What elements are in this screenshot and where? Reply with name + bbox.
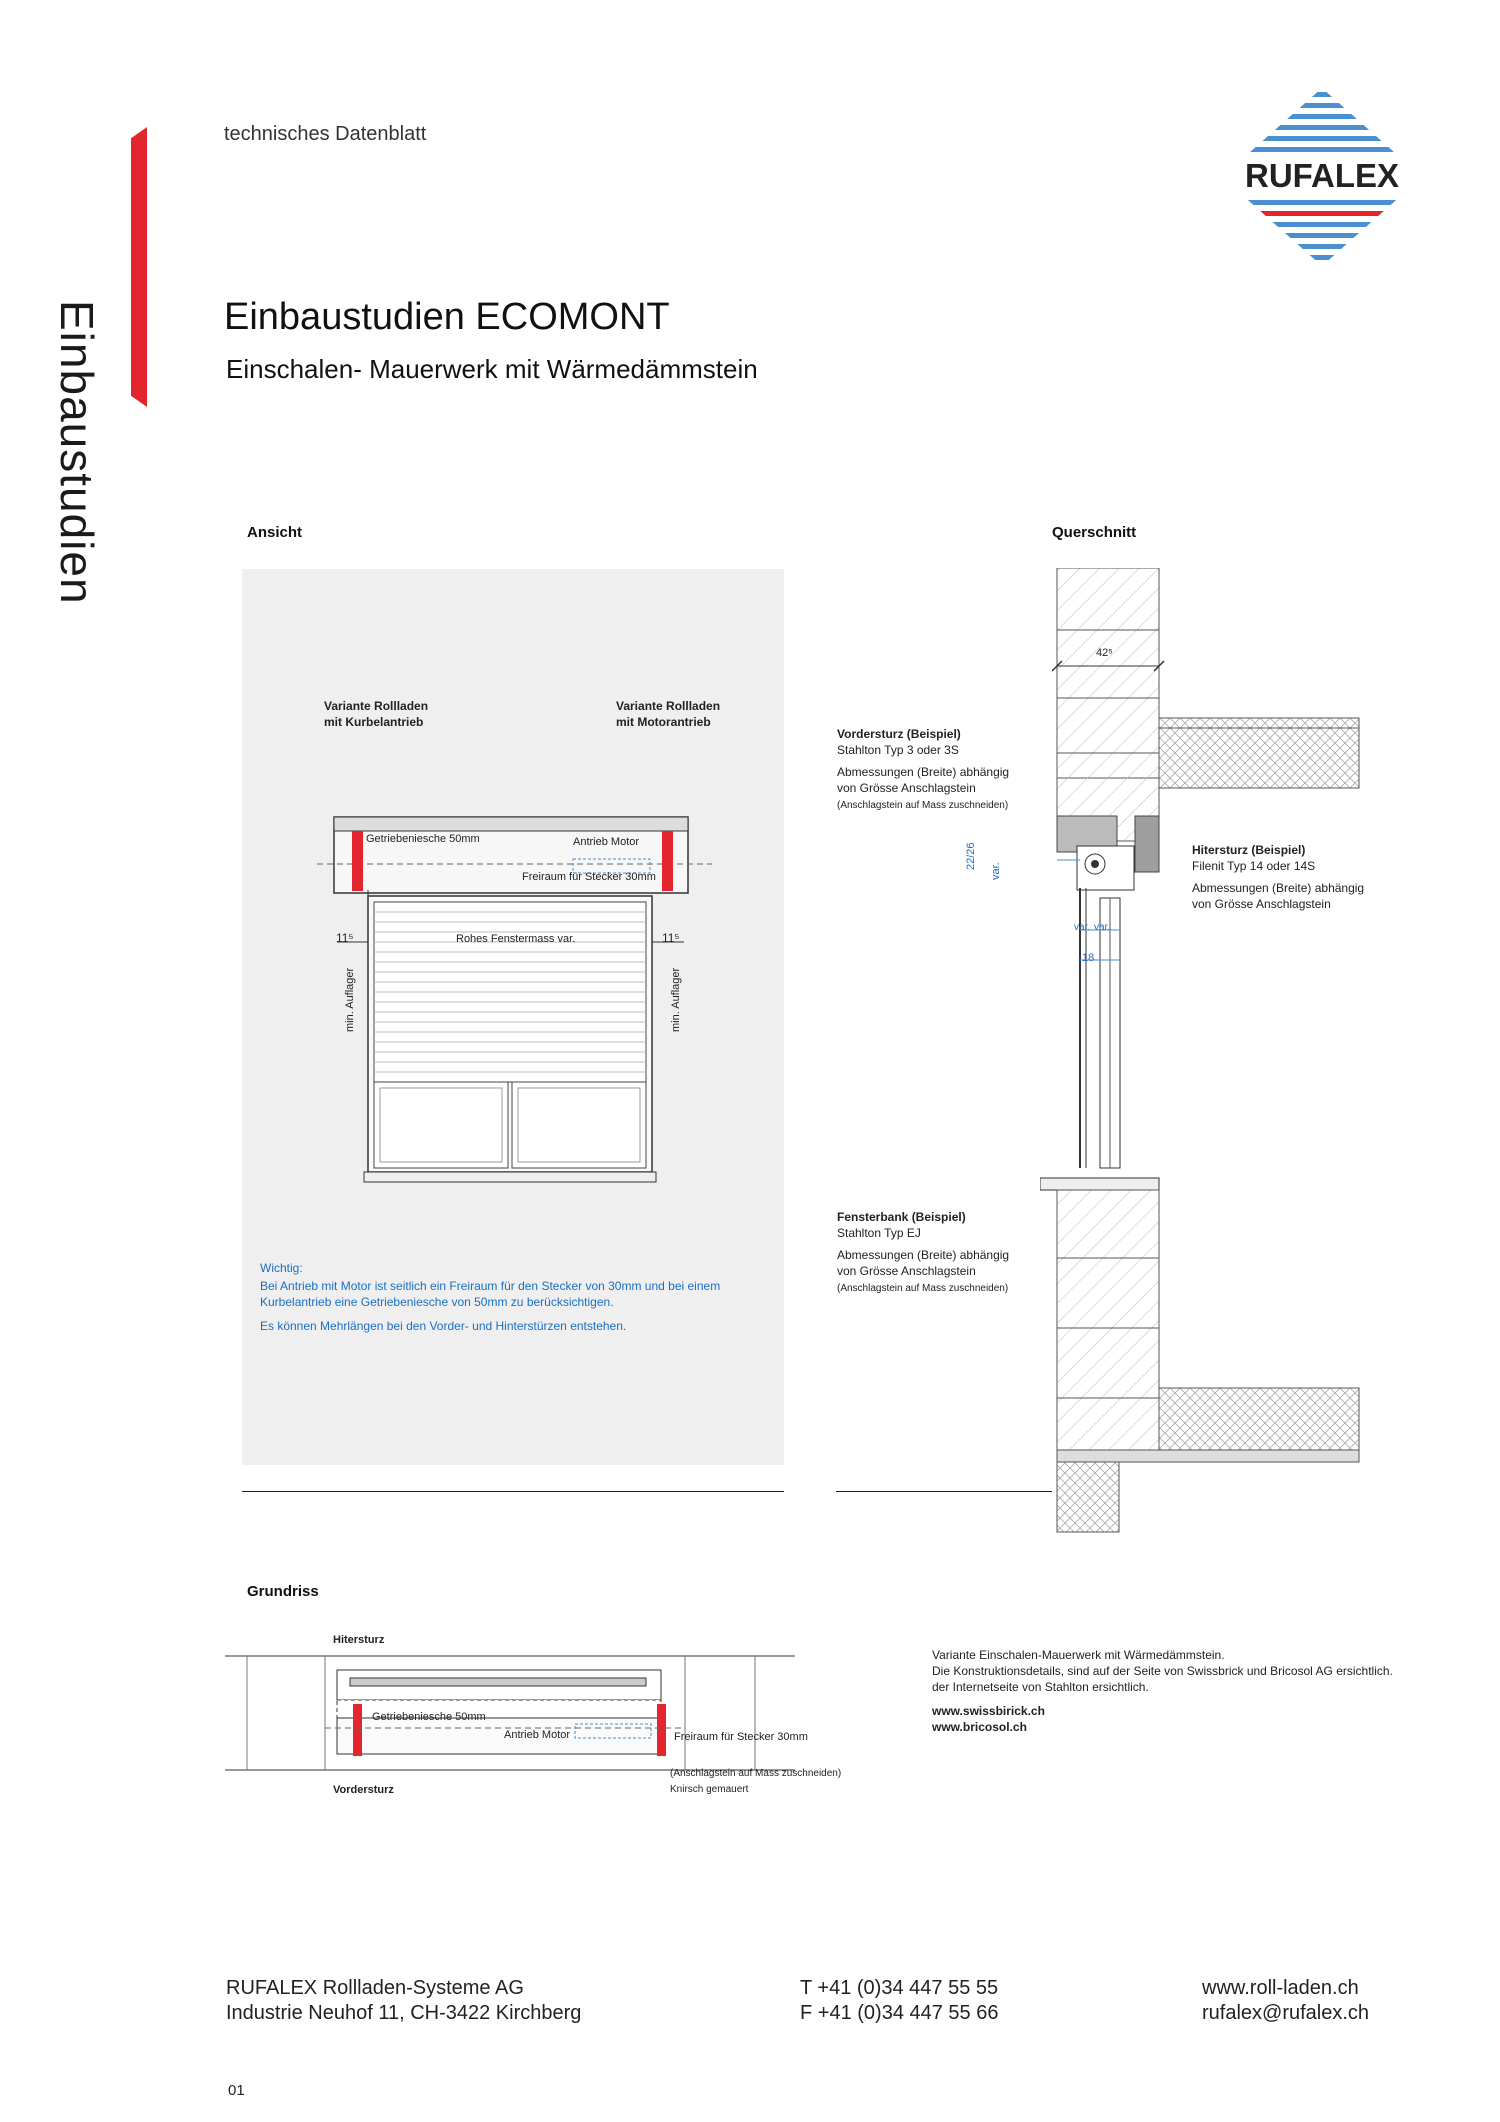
getriebeniesche-label: Getriebeniesche 50mm xyxy=(366,833,480,845)
document-type: technisches Datenblatt xyxy=(224,123,427,145)
crank-niche-marker xyxy=(352,831,363,891)
dimension-left: 11⁵ xyxy=(336,931,354,945)
note-line-2: Kurbelantrieb eine Getriebeniesche von 50mm zu berücksichtigen. xyxy=(260,1295,614,1309)
dimension-right: 11⁵ xyxy=(662,931,680,945)
grundriss-anschlag-note: (Anschlagstein auf Mass zuschneiden) xyxy=(670,1768,842,1779)
dimension-var-2: var. xyxy=(1094,922,1111,933)
freiraum-label: Freiraum für Stecker 30mm xyxy=(522,871,656,883)
vordersturz-note: Vordersturz (Beispiel) Stahlton Typ 3 oder 3S Abmessungen (Breite) abhängig von Grösse Anschlagstein (Anschlagstein auf Mass zuschneiden) xyxy=(837,727,1010,811)
page-number: 01 xyxy=(228,2082,245,2099)
vertical-section-title: Einbaustudien xyxy=(51,300,103,605)
rohes-fenstermass-label: Rohes Fenstermass var. xyxy=(456,933,576,945)
page-title: Einbaustudien ECOMONT xyxy=(224,296,670,338)
hitersturz-note: Hitersturz (Beispiel) Filenit Typ 14 oder 14S Abmessungen (Breite) abhängig von Grösse Anschlagstein xyxy=(1192,843,1365,911)
grundriss-drawing xyxy=(225,1652,795,1782)
footer-contact: T +41 (0)34 447 55 55 F +41 (0)34 447 55 66 xyxy=(800,1977,999,2024)
grundriss-antrieb-motor: Antrieb Motor xyxy=(504,1729,571,1741)
info-block: Variante Einschalen-Mauerwerk mit Wärmedämmstein. Die Konstruktionsdetails, sind auf der Seite von Swissbrick und Bricosol AG ersichtlich. der Internetseite von Stahlton ersichtlich. www.swissbirick.ch www.bricosol.ch xyxy=(932,1648,1393,1734)
dimension-42-5: 42⁵ xyxy=(1096,647,1113,659)
note-extra: Es können Mehrlängen bei den Vorder- und Hinterstürzen entstehen. xyxy=(260,1319,627,1333)
rufalex-logo xyxy=(1222,88,1422,266)
side-accent-bar xyxy=(131,127,147,407)
variant-motor-label: Variante Rollladen mit Motorantrieb xyxy=(616,699,721,729)
ansicht-heading: Ansicht xyxy=(247,524,303,541)
fensterbank-note: Fensterbank (Beispiel) Stahlton Typ EJ Abmessungen (Breite) abhängig von Grösse Anschlagstein (Anschlagstein auf Mass zuschneiden) xyxy=(837,1210,1010,1294)
antrieb-motor-label: Antrieb Motor xyxy=(573,836,640,848)
page-subtitle: Einschalen- Mauerwerk mit Wärmedämmstein xyxy=(226,354,758,384)
grundriss-knirsch-note: Knirsch gemauert xyxy=(670,1784,749,1795)
footer-company: RUFALEX Rollladen-Systeme AG Industrie Neuhof 11, CH-3422 Kirchberg xyxy=(226,1977,582,2024)
min-auflager-right: min. Auflager xyxy=(670,967,682,1032)
swissbrick-link[interactable]: www.swissbirick.ch xyxy=(932,1704,1045,1718)
logo-text: RUFALEX xyxy=(1244,157,1400,194)
dimension-var-vertical: var. xyxy=(990,862,1002,880)
footer-online xyxy=(1202,1976,1369,2026)
dimension-22-26: 22/26 xyxy=(965,842,977,870)
note-heading: Wichtig: xyxy=(260,1261,303,1275)
querschnitt-heading: Querschnitt xyxy=(1052,524,1137,541)
querschnitt-rule xyxy=(836,1491,1052,1492)
grundriss-heading: Grundriss xyxy=(247,1583,319,1600)
bricosol-link[interactable]: www.bricosol.ch xyxy=(932,1720,1027,1734)
querschnitt-drawing xyxy=(1040,568,1360,1548)
ansicht-drawing xyxy=(242,800,784,1200)
note-line-1: Bei Antrieb mit Motor ist seitlich ein Freiraum für den Stecker von 30mm und bei einem xyxy=(260,1279,721,1293)
min-auflager-left: min. Auflager xyxy=(344,967,356,1032)
dimension-18: 18 xyxy=(1082,952,1095,964)
dimension-var-1: var. xyxy=(1074,922,1091,933)
variant-crank-label: Variante Rollladen mit Kurbelantrieb xyxy=(324,699,429,729)
footer-web-link[interactable]: www.roll-laden.ch xyxy=(1202,1977,1359,1999)
grundriss-hitersturz-label: Hitersturz xyxy=(333,1634,385,1646)
footer-email-link[interactable]: rufalex@rufalex.ch xyxy=(1202,2002,1370,2024)
grundriss-vordersturz-label: Vordersturz xyxy=(333,1784,394,1796)
ansicht-rule xyxy=(242,1491,784,1492)
grundriss-getriebeniesche: Getriebeniesche 50mm xyxy=(372,1711,486,1723)
grundriss-freiraum: Freiraum für Stecker 30mm xyxy=(674,1731,808,1743)
motor-freiraum-marker xyxy=(662,831,673,891)
